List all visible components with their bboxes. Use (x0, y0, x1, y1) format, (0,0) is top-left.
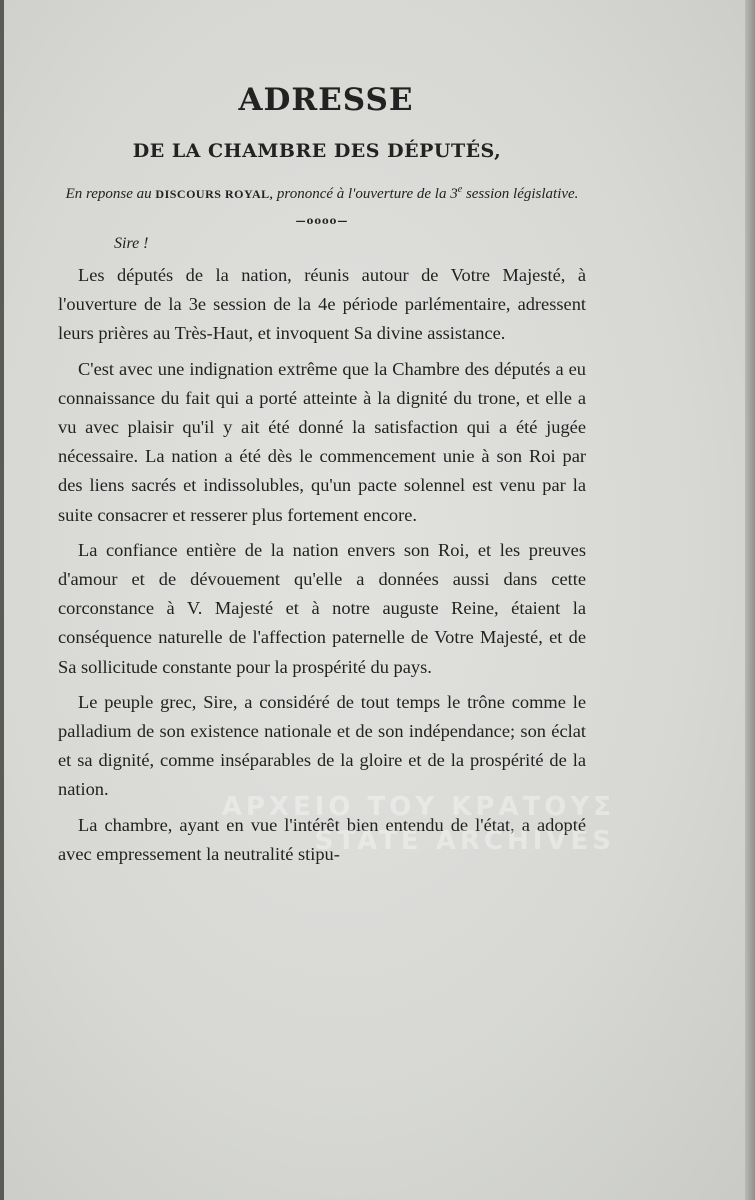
paragraph-1: Les députés de la nation, réunis autour de Votre Majesté, à l'ouverture de la 3e session de la 4e période parlémentaire, adressent leurs prières au Très-Haut, et invoquent Sa divine assistance. (58, 265, 586, 344)
paragraph-5: La chambre, ayant en vue l'intérêt bien entendu de l'état, a adopté avec empressement la neutralité stipu- (58, 814, 586, 864)
paragraph-4: Le peuple grec, Sire, a considéré de tout temps le trône comme le palladium de son existence nationale et de son indépendance; son éclat et sa dignité, comme inséparables de la gloire et de la prospérité de la nation. (58, 691, 586, 800)
document-intro (58, 172, 586, 212)
intro-part2: prononcé à l'ouverture de la 3 (276, 186, 458, 202)
intro-part3: session législative. (465, 186, 579, 202)
document-subtitle: DE LA CHAMBRE DES DÉPUTÉS, (132, 140, 502, 162)
intro-part1: En reponse au (65, 186, 152, 202)
page-edge-right (745, 0, 755, 1200)
document-body (58, 82, 586, 869)
intro-superscript: e (457, 184, 463, 195)
salutation: Sire ! (114, 235, 149, 252)
ornament-divider: —oooo— (295, 216, 349, 227)
page-edge-left (0, 0, 4, 1200)
archive-watermark (222, 790, 615, 858)
intro-smallcaps: DISCOURS ROYAL, (155, 187, 274, 201)
watermark-line2: STATE ARCHIVES (314, 826, 615, 856)
paragraph-2: C'est avec une indignation extrême que la Chambre des députés a eu connaissance du fait qui a porté atteinte à la dignité du trone, et elle a vu avec plaisir qu'il y ait été donné la satisfaction qui a été jugée nécessaire. La nation a été dès le commencement unie à son Roi par des liens sacrés et indissolubles, qu'un pacte solennel est venu par la suite consacrer et resserer plus fortement encore. (58, 358, 586, 525)
document-title: ADRESSE (238, 82, 414, 118)
watermark-line1: ΑΡΧΕΙΟ ΤΟΥ ΚΡΑΤΟΥΣ (221, 792, 615, 822)
paragraph-3: La confiance entière de la nation envers son Roi, et les preuves d'amour et de dévouement qu'elle a données aussi dans cette corconstance à V. Majesté et à notre auguste Reine, étaient la conséquence naturelle de l'affection paternelle de Votre Majesté, et de Sa sollicitude constante pour la prospérité du pays. (58, 539, 586, 677)
